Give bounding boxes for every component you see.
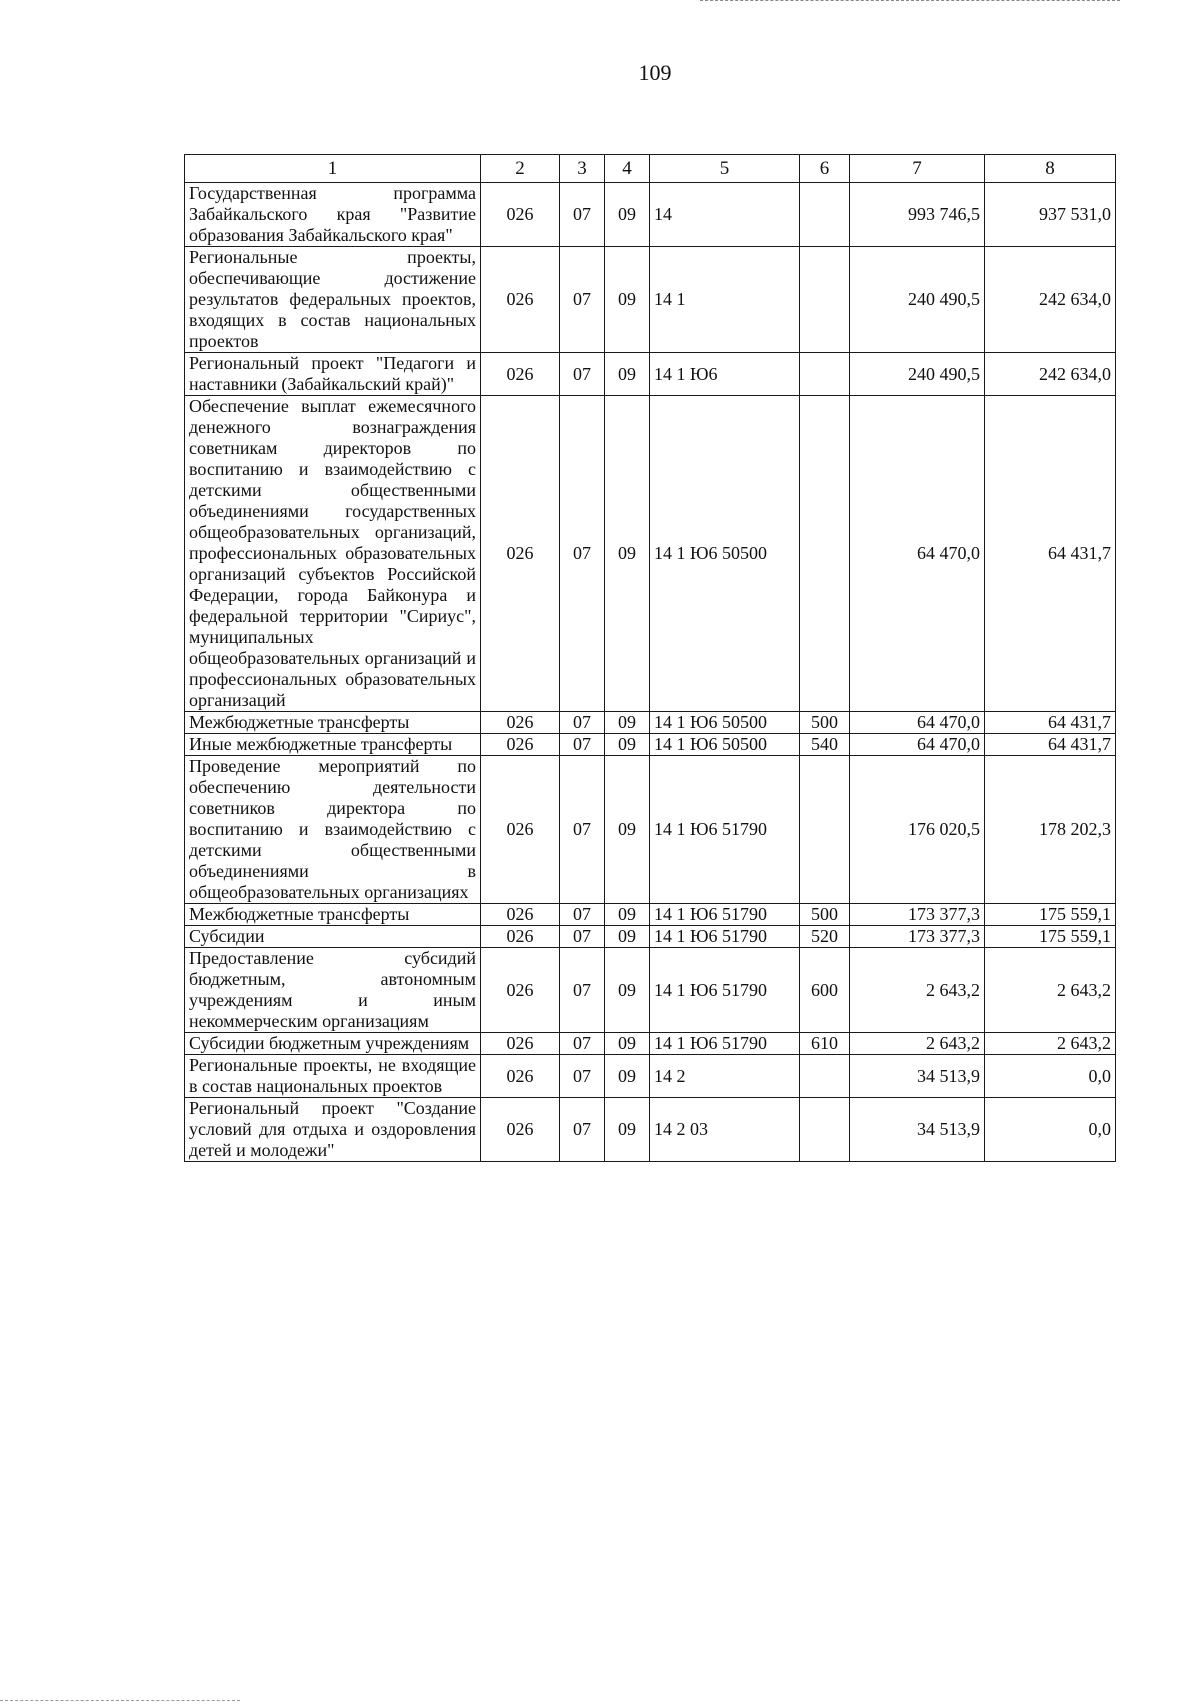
row-name-cell: Проведение мероприятий по обеспечению деятельности советников директора по воспитанию и взаимодействию с детскими общественными объединениями в общеобразовательных организациях [185,756,481,904]
amount-col8-cell: 178 202,3 [985,756,1116,904]
expense-type-cell [800,1098,850,1162]
table-body [185,183,1116,1162]
target-article-cell: 14 1 [650,247,800,353]
subsection-code-cell: 09 [605,904,650,926]
ministry-code-cell: 026 [481,1098,560,1162]
amount-col7-cell: 993 746,5 [850,183,985,247]
amount-col8-cell: 175 559,1 [985,926,1116,948]
table-row [185,756,1116,904]
target-article-cell: 14 1 Ю6 51790 [650,756,800,904]
table-row [185,712,1116,734]
row-name-cell: Государственная программа Забайкальского края "Развитие образования Забайкальского края" [185,183,481,247]
ministry-code-cell: 026 [481,712,560,734]
expense-type-cell: 540 [800,734,850,756]
amount-col7-cell: 64 470,0 [850,712,985,734]
subsection-code-cell: 09 [605,247,650,353]
subsection-code-cell: 09 [605,353,650,396]
subsection-code-cell: 09 [605,1098,650,1162]
row-name-cell: Предоставление субсидий бюджетным, автономным учреждениям и иным некоммерческим организациям [185,948,481,1033]
subsection-code-cell: 09 [605,183,650,247]
table-row [185,1055,1116,1098]
section-code-cell: 07 [560,948,605,1033]
ministry-code-cell: 026 [481,926,560,948]
scan-artifact-line [0,1700,240,1702]
amount-col8-cell: 0,0 [985,1098,1116,1162]
scan-artifact-line [700,0,1120,2]
section-code-cell: 07 [560,734,605,756]
amount-col8-cell: 64 431,7 [985,712,1116,734]
expense-type-cell [800,353,850,396]
table-row [185,353,1116,396]
subsection-code-cell: 09 [605,712,650,734]
subsection-code-cell: 09 [605,396,650,712]
amount-col8-cell: 64 431,7 [985,396,1116,712]
amount-col7-cell: 64 470,0 [850,734,985,756]
target-article-cell: 14 1 Ю6 50500 [650,734,800,756]
subsection-code-cell: 09 [605,1033,650,1055]
amount-col8-cell: 64 431,7 [985,734,1116,756]
column-header: 1 [185,155,481,183]
table-row [185,734,1116,756]
section-code-cell: 07 [560,396,605,712]
row-name-cell: Региональный проект "Создание условий для отдыха и оздоровления детей и молодежи" [185,1098,481,1162]
column-header: 3 [560,155,605,183]
column-header: 7 [850,155,985,183]
table-row [185,1033,1116,1055]
amount-col8-cell: 2 643,2 [985,948,1116,1033]
section-code-cell: 07 [560,1055,605,1098]
table-row [185,183,1116,247]
row-name-cell: Региональные проекты, не входящие в состав национальных проектов [185,1055,481,1098]
section-code-cell: 07 [560,1098,605,1162]
column-header: 5 [650,155,800,183]
expense-type-cell: 520 [800,926,850,948]
target-article-cell: 14 1 Ю6 51790 [650,926,800,948]
amount-col7-cell: 176 020,5 [850,756,985,904]
amount-col7-cell: 240 490,5 [850,247,985,353]
ministry-code-cell: 026 [481,734,560,756]
ministry-code-cell: 026 [481,247,560,353]
ministry-code-cell: 026 [481,183,560,247]
subsection-code-cell: 09 [605,734,650,756]
row-name-cell: Региональные проекты, обеспечивающие достижение результатов федеральных проектов, входящих в состав национальных проектов [185,247,481,353]
target-article-cell: 14 1 Ю6 51790 [650,1033,800,1055]
row-name-cell: Межбюджетные трансферты [185,712,481,734]
section-code-cell: 07 [560,183,605,247]
subsection-code-cell: 09 [605,756,650,904]
expense-type-cell: 600 [800,948,850,1033]
subsection-code-cell: 09 [605,926,650,948]
target-article-cell: 14 1 Ю6 50500 [650,396,800,712]
table-row [185,926,1116,948]
column-header: 8 [985,155,1116,183]
row-name-cell: Субсидии бюджетным учреждениям [185,1033,481,1055]
row-name-cell: Обеспечение выплат ежемесячного денежного вознаграждения советникам директоров по воспитанию и взаимодействию с детскими общественными объединениями государственных общеобразовательных организаций, профессиональных образовательных организаций субъектов Российской Федерации, города Байконура и федеральной территории "Сириус", муниципальных общеобразовательных организаций и профессиональных образовательных организаций [185,396,481,712]
target-article-cell: 14 2 03 [650,1098,800,1162]
table-row [185,1098,1116,1162]
subsection-code-cell: 09 [605,1055,650,1098]
expense-type-cell [800,396,850,712]
ministry-code-cell: 026 [481,948,560,1033]
section-code-cell: 07 [560,904,605,926]
section-code-cell: 07 [560,712,605,734]
section-code-cell: 07 [560,756,605,904]
amount-col8-cell: 242 634,0 [985,247,1116,353]
amount-col8-cell: 0,0 [985,1055,1116,1098]
column-header: 2 [481,155,560,183]
table-row [185,904,1116,926]
amount-col7-cell: 173 377,3 [850,904,985,926]
ministry-code-cell: 026 [481,756,560,904]
ministry-code-cell: 026 [481,353,560,396]
amount-col8-cell: 2 643,2 [985,1033,1116,1055]
target-article-cell: 14 1 Ю6 [650,353,800,396]
amount-col7-cell: 34 513,9 [850,1055,985,1098]
expense-type-cell: 610 [800,1033,850,1055]
expense-type-cell: 500 [800,712,850,734]
amount-col8-cell: 175 559,1 [985,904,1116,926]
section-code-cell: 07 [560,1033,605,1055]
ministry-code-cell: 026 [481,1033,560,1055]
ministry-code-cell: 026 [481,904,560,926]
target-article-cell: 14 1 Ю6 51790 [650,948,800,1033]
ministry-code-cell: 026 [481,396,560,712]
amount-col7-cell: 240 490,5 [850,353,985,396]
table-row [185,948,1116,1033]
target-article-cell: 14 1 Ю6 50500 [650,712,800,734]
expense-type-cell: 500 [800,904,850,926]
expense-type-cell [800,756,850,904]
amount-col8-cell: 242 634,0 [985,353,1116,396]
amount-col7-cell: 2 643,2 [850,1033,985,1055]
expense-type-cell [800,183,850,247]
section-code-cell: 07 [560,926,605,948]
expense-type-cell [800,247,850,353]
ministry-code-cell: 026 [481,1055,560,1098]
column-header: 4 [605,155,650,183]
row-name-cell: Межбюджетные трансферты [185,904,481,926]
target-article-cell: 14 1 Ю6 51790 [650,904,800,926]
subsection-code-cell: 09 [605,948,650,1033]
column-header: 6 [800,155,850,183]
amount-col7-cell: 34 513,9 [850,1098,985,1162]
amount-col7-cell: 64 470,0 [850,396,985,712]
amount-col7-cell: 2 643,2 [850,948,985,1033]
section-code-cell: 07 [560,247,605,353]
expense-type-cell [800,1055,850,1098]
amount-col8-cell: 937 531,0 [985,183,1116,247]
target-article-cell: 14 [650,183,800,247]
section-code-cell: 07 [560,353,605,396]
table-row [185,247,1116,353]
table-header-row [185,155,1116,183]
budget-table [184,154,1116,1162]
amount-col7-cell: 173 377,3 [850,926,985,948]
page-number: 109 [638,60,672,85]
row-name-cell: Субсидии [185,926,481,948]
row-name-cell: Иные межбюджетные трансферты [185,734,481,756]
target-article-cell: 14 2 [650,1055,800,1098]
row-name-cell: Региональный проект "Педагоги и наставники (Забайкальский край)" [185,353,481,396]
table-row [185,396,1116,712]
